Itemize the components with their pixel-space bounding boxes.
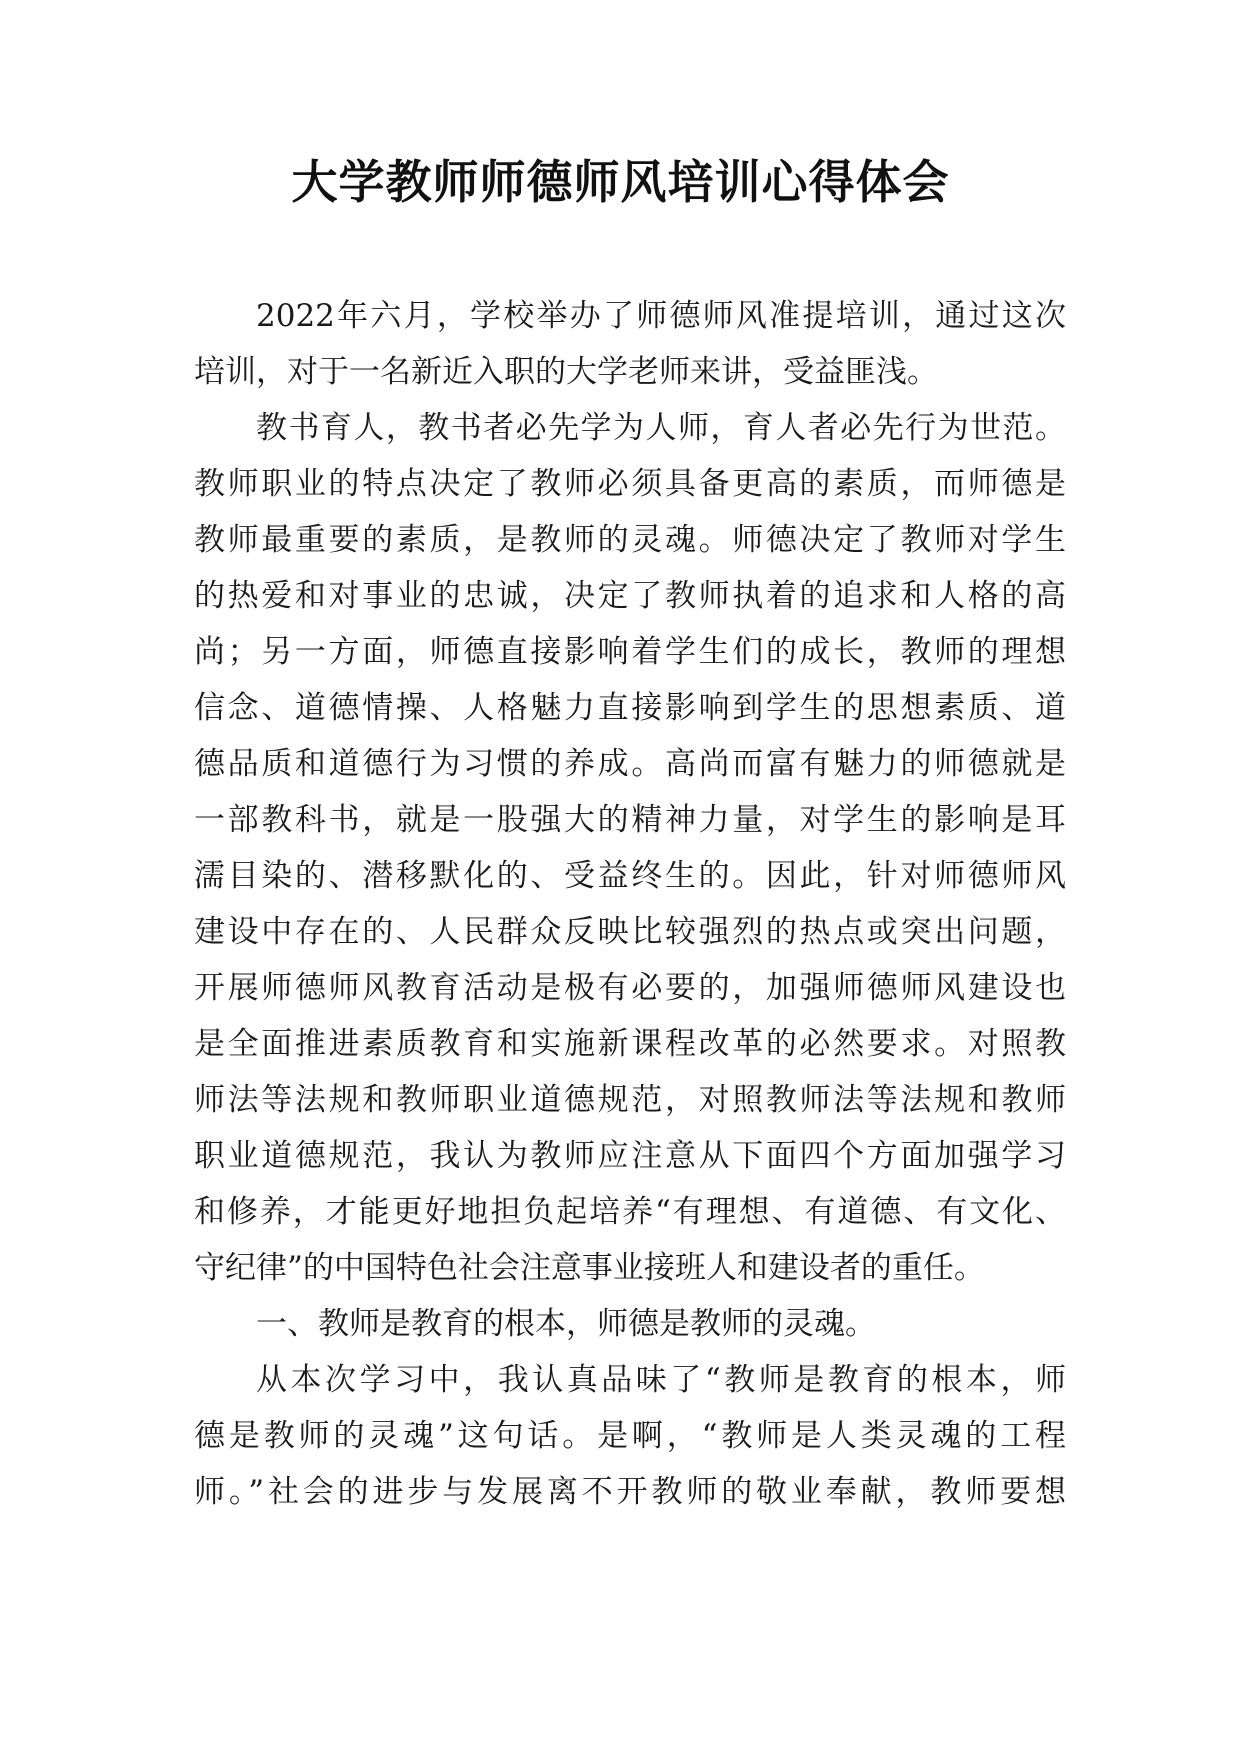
body-line: 和修养，才能更好地担负起培养“有理想、有道德、有文化、 — [194, 1194, 1066, 1230]
body-line: 的热爱和对事业的忠诚，决定了教师执着的追求和人格的高 — [194, 578, 1066, 614]
body-line: 守纪律”的中国特色社会注意事业接班人和建设者的重任。 — [194, 1250, 985, 1286]
body-line: 德品质和道德行为习惯的养成。高尚而富有魅力的师德就是 — [194, 746, 1066, 782]
body-line: 一、教师是教育的根本，师德是教师的灵魂。 — [256, 1306, 876, 1342]
body-line: 一部教科书，就是一股强大的精神力量，对学生的影响是耳 — [194, 802, 1066, 838]
body-line: 师。”社会的进步与发展离不开教师的敬业奉献，教师要想 — [194, 1474, 1066, 1510]
body-line: 教师职业的特点决定了教师必须具备更高的素质，而师德是 — [194, 466, 1066, 502]
body-line: 教书育人，教书者必先学为人师，育人者必先行为世范。 — [256, 410, 1066, 446]
body-line: 职业道德规范，我认为教师应注意从下面四个方面加强学习 — [194, 1138, 1066, 1174]
body-line: 信念、道德情操、人格魅力直接影响到学生的思想素质、道 — [194, 690, 1066, 726]
body-line: 培训，对于一名新近入职的大学老师来讲，受益匪浅。 — [194, 354, 938, 390]
body-line: 建设中存在的、人民群众反映比较强烈的热点或突出问题， — [194, 914, 1066, 950]
document-body — [194, 288, 1066, 1520]
body-line: 德是教师的灵魂”这句话。是啊，“教师是人类灵魂的工程 — [194, 1418, 1066, 1454]
body-line: 是全面推进素质教育和实施新课程改革的必然要求。对照教 — [194, 1026, 1066, 1062]
body-line: 教师最重要的素质，是教师的灵魂。师德决定了教师对学生 — [194, 522, 1066, 558]
body-line: 开展师德师风教育活动是极有必要的，加强师德师风建设也 — [194, 970, 1066, 1006]
body-line: 2022年六月，学校举办了师德师风准提培训，通过这次 — [256, 298, 1066, 334]
body-line: 师法等法规和教师职业道德规范，对照教师法等法规和教师 — [194, 1082, 1066, 1118]
document-title: 大学教师师德师风培训心得体会 — [291, 155, 950, 209]
body-line: 尚；另一方面，师德直接影响着学生们的成长，教师的理想 — [194, 634, 1066, 670]
body-line: 濡目染的、潜移默化的、受益终生的。因此，针对师德师风 — [194, 858, 1066, 894]
body-line: 从本次学习中，我认真品味了“教师是教育的根本，师 — [256, 1362, 1066, 1398]
